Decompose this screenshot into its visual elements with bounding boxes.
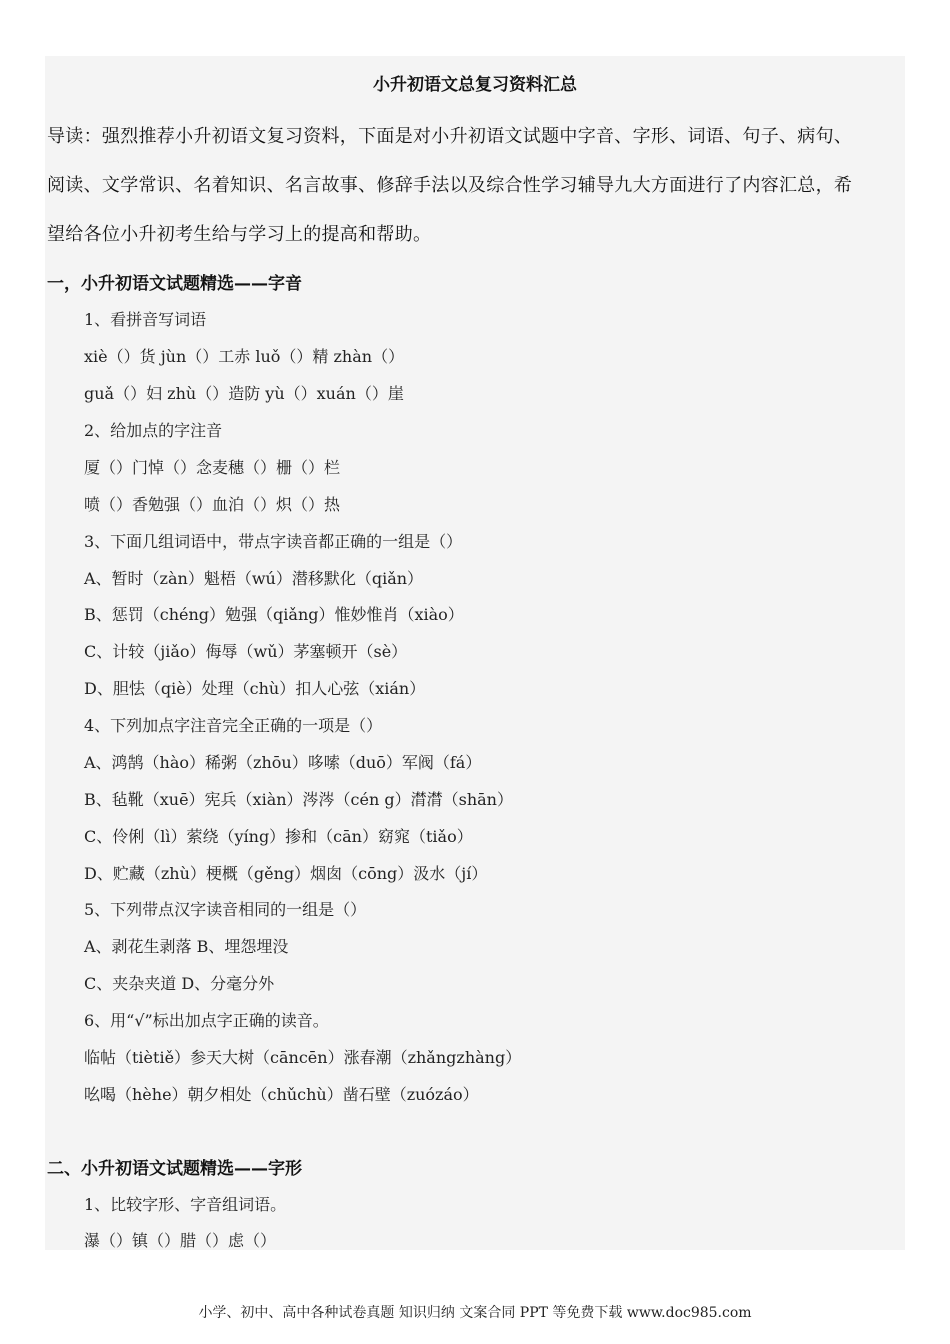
- question-2: 2、给加点的字注音: [84, 421, 223, 440]
- question-1: 1、比较字形、字音组词语。: [84, 1195, 287, 1214]
- page-footer: 小学、初中、高中各种试卷真题 知识归纳 文案合同 PPT 等免费下载 www.doc985.com: [198, 1305, 752, 1321]
- option-line: A、剥花生剥落 B、埋怨埋没: [84, 937, 289, 956]
- question-line: 厦（）门悼（）念麦穗（）栅（）栏: [84, 458, 341, 477]
- option-line: A、暂时（zàn）魁梧（wú）潜移默化（qiǎn）: [84, 569, 424, 588]
- question-4: 4、下列加点字注音完全正确的一项是（）: [84, 716, 383, 735]
- option-line: C、计较（jiǎo）侮辱（wǔ）茅塞顿开（sè）: [84, 642, 408, 661]
- intro-line-3: 望给各位小升初考生给与学习上的提高和帮助。: [47, 224, 432, 245]
- intro-line-2: 阅读、文学常识、名着知识、名言故事、修辞手法以及综合性学习辅导九大方面进行了内容汇总，希: [47, 175, 853, 196]
- intro-line-1: 导读：强烈推荐小升初语文复习资料，下面是对小升初语文试题中字音、字形、词语、句子、病句、: [47, 126, 853, 147]
- question-3: 3、下面几组词语中，带点字读音都正确的一组是（）: [84, 532, 463, 551]
- option-line: 临帖（tiètiě）参天大树（cāncēn）涨春潮（zhǎngzhàng）: [84, 1048, 522, 1067]
- question-6: 6、用“√”标出加点字正确的读音。: [84, 1011, 329, 1030]
- document-title: 小升初语文总复习资料汇总: [373, 75, 577, 95]
- option-line: B、毡靴（xuē）宪兵（xiàn）涔涔（cén g）潸潸（shān）: [84, 790, 513, 809]
- option-line: B、惩罚（chéng）勉强（qiǎng）惟妙惟肖（xiào）: [84, 605, 464, 624]
- question-line: 瀑（）镇（）腊（）虑（）: [84, 1231, 277, 1250]
- question-1: 1、看拼音写词语: [84, 310, 207, 329]
- option-line: 吆喝（hèhe）朝夕相处（chǔchù）凿石壁（zuózáo）: [84, 1085, 479, 1104]
- question-line: xiè（）货 jùn（）工赤 luǒ（）精 zhàn（）: [84, 347, 405, 366]
- option-line: C、夹杂夹道 D、分毫分外: [84, 974, 275, 993]
- option-line: C、伶俐（lì）萦绕（yíng）掺和（cān）窈窕（tiǎo）: [84, 827, 473, 846]
- section-heading-pronunciation: 一，小升初语文试题精选——字音: [47, 274, 302, 294]
- option-line: D、胆怯（qiè）处理（chù）扣人心弦（xián）: [84, 679, 426, 698]
- question-line: guǎ（）妇 zhù（）造防 yù（）xuán（）崖: [84, 384, 404, 403]
- option-line: D、贮藏（zhù）梗概（gěng）烟囱（cōng）汲水（jí）: [84, 864, 488, 883]
- question-5: 5、下列带点汉字读音相同的一组是（）: [84, 900, 367, 919]
- question-line: 喷（）香勉强（）血泊（）炽（）热: [84, 495, 341, 514]
- option-line: A、鸿鹄（hào）稀粥（zhōu）哆嗦（duō）军阀（fá）: [84, 753, 482, 772]
- section-heading-character-form: 二、小升初语文试题精选——字形: [47, 1159, 302, 1179]
